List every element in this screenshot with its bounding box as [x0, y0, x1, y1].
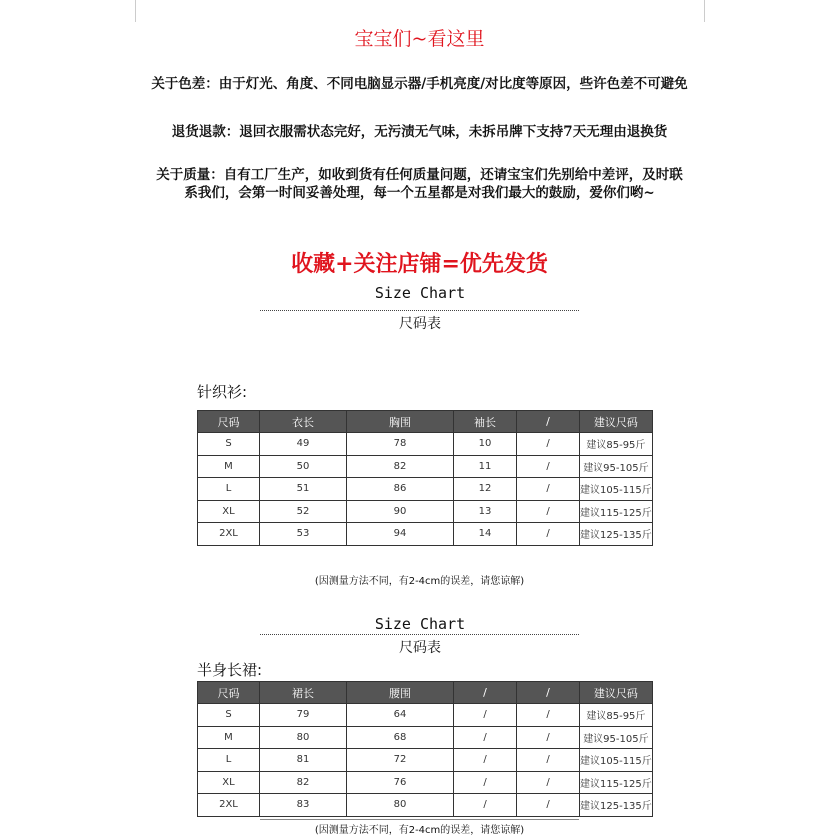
page-title: 宝宝们~看这里 — [354, 28, 485, 50]
column-header: 衣长 — [260, 411, 347, 433]
size-chart-subheading: 尺码表 — [399, 316, 441, 332]
table-cell: 14 — [454, 523, 517, 546]
table-cell: S — [198, 704, 260, 727]
table-row — [198, 500, 653, 523]
table-cell: 建议115-125斤 — [580, 771, 653, 794]
table-row — [198, 704, 653, 727]
table-cell: 83 — [260, 794, 347, 817]
table-cell: / — [454, 726, 517, 749]
column-header: / — [454, 682, 517, 704]
table-cell: S — [198, 433, 260, 456]
table-cell: / — [517, 749, 580, 772]
table-header-row — [198, 411, 653, 433]
return-policy: 退货退款：退回衣服需状态完好，无污渍无气味，未拆吊牌下支持7天无理由退换货 — [171, 124, 668, 140]
table-cell: 94 — [347, 523, 454, 546]
table-cell: / — [517, 455, 580, 478]
table-row — [198, 794, 653, 817]
table-cell: 51 — [260, 478, 347, 501]
table-cell: 64 — [347, 704, 454, 727]
column-header: / — [517, 411, 580, 433]
table-cell: / — [517, 704, 580, 727]
table-cell: 2XL — [198, 794, 260, 817]
table-cell: / — [517, 433, 580, 456]
table-cell: 81 — [260, 749, 347, 772]
table-row — [198, 749, 653, 772]
table-cell: / — [517, 478, 580, 501]
table-cell: 79 — [260, 704, 347, 727]
table-cell: 建议85-95斤 — [580, 704, 653, 727]
table-cell: 90 — [347, 500, 454, 523]
table-row — [198, 433, 653, 456]
table-cell: / — [454, 794, 517, 817]
size-chart-heading: Size Chart — [374, 284, 466, 302]
table-cell: XL — [198, 771, 260, 794]
column-header: / — [517, 682, 580, 704]
table-header-row — [198, 682, 653, 704]
measurement-note: (因测量方法不同，有2-4cm的误差，请您谅解) — [314, 576, 525, 587]
table-cell: 建议125-135斤 — [580, 794, 653, 817]
size-table — [197, 681, 653, 817]
table-cell: 建议125-135斤 — [580, 523, 653, 546]
table-cell: 10 — [454, 433, 517, 456]
table-row — [198, 478, 653, 501]
table-cell: / — [454, 704, 517, 727]
table-cell: 53 — [260, 523, 347, 546]
quality-notice-line1: 关于质量：自有工厂生产，如收到货有任何质量问题，还请宝宝们先别给中差评，及时联 — [156, 167, 683, 183]
table-cell: / — [454, 771, 517, 794]
table-cell: XL — [198, 500, 260, 523]
table-row — [198, 771, 653, 794]
column-header: 袖长 — [454, 411, 517, 433]
table-cell: M — [198, 455, 260, 478]
border-right — [704, 0, 705, 22]
size-table — [197, 410, 653, 546]
table-cell: 12 — [454, 478, 517, 501]
table-cell: 13 — [454, 500, 517, 523]
table-cell: L — [198, 749, 260, 772]
table-cell: 50 — [260, 455, 347, 478]
table-cell: 68 — [347, 726, 454, 749]
column-header: 建议尺码 — [580, 682, 653, 704]
table-cell: 76 — [347, 771, 454, 794]
table-cell: 80 — [260, 726, 347, 749]
table-cell: 建议115-125斤 — [580, 500, 653, 523]
divider — [260, 819, 579, 820]
table-cell: 建议95-105斤 — [580, 455, 653, 478]
table-row — [198, 726, 653, 749]
table-cell: / — [517, 500, 580, 523]
table-cell: / — [517, 771, 580, 794]
table-cell: 82 — [347, 455, 454, 478]
table-cell: 建议85-95斤 — [580, 433, 653, 456]
table-cell: M — [198, 726, 260, 749]
table-cell: 82 — [260, 771, 347, 794]
table-cell: 2XL — [198, 523, 260, 546]
color-notice: 关于色差：由于灯光、角度、不同电脑显示器/手机亮度/对比度等原因，些许色差不可避免 — [151, 76, 688, 92]
table-cell: L — [198, 478, 260, 501]
column-header: 裙长 — [260, 682, 347, 704]
table-cell: 建议105-115斤 — [580, 478, 653, 501]
column-header: 腰围 — [347, 682, 454, 704]
size-chart-subheading: 尺码表 — [399, 640, 441, 656]
column-header: 建议尺码 — [580, 411, 653, 433]
border-left — [135, 0, 136, 22]
promo-heading: 收藏+关注店铺=优先发货 — [291, 251, 548, 277]
table-cell: 52 — [260, 500, 347, 523]
table-row — [198, 523, 653, 546]
table-cell: 78 — [347, 433, 454, 456]
quality-notice-line2: 系我们，会第一时间妥善处理，每一个五星都是对我们最大的鼓励，爱你们哟~ — [184, 185, 655, 201]
size-chart-heading: Size Chart — [374, 615, 466, 633]
table-cell: 11 — [454, 455, 517, 478]
table-cell: 86 — [347, 478, 454, 501]
column-header: 尺码 — [198, 682, 260, 704]
table-cell: 建议95-105斤 — [580, 726, 653, 749]
table-cell: 建议105-115斤 — [580, 749, 653, 772]
table-cell: / — [454, 749, 517, 772]
product-label: 半身长裙: — [197, 661, 263, 679]
table-cell: / — [517, 523, 580, 546]
table-cell: 80 — [347, 794, 454, 817]
divider — [260, 634, 579, 635]
divider — [260, 310, 579, 311]
table-cell: / — [517, 726, 580, 749]
table-cell: / — [517, 794, 580, 817]
measurement-note: (因测量方法不同，有2-4cm的误差，请您谅解) — [314, 825, 525, 836]
table-cell: 72 — [347, 749, 454, 772]
table-cell: 49 — [260, 433, 347, 456]
column-header: 尺码 — [198, 411, 260, 433]
column-header: 胸围 — [347, 411, 454, 433]
product-label: 针织衫: — [197, 383, 248, 401]
table-row — [198, 455, 653, 478]
